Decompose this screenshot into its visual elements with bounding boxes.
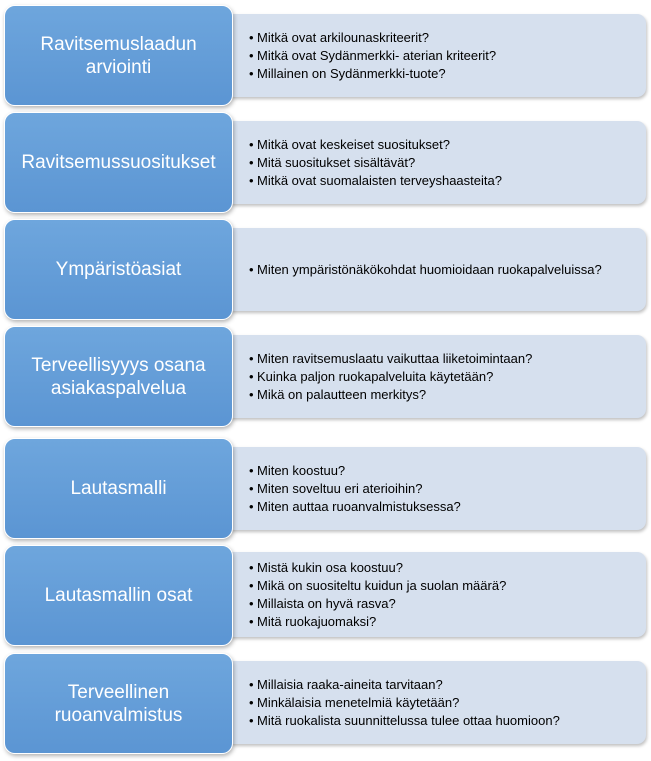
list-item: • Mitkä ovat Sydänmerkki- aterian kriteerit? xyxy=(257,47,638,65)
list-item: • Mikä on palautteen merkitys? xyxy=(257,386,638,404)
list-item: • Miten ravitsemuslaatu vaikuttaa liiketoimintaan? xyxy=(257,350,638,368)
topic-box: Lautasmalli xyxy=(4,438,233,539)
question-list xyxy=(257,261,638,279)
list-item: • Millaisia raaka-aineita tarvitaan? xyxy=(257,676,638,694)
list-item: • Minkälaisia menetelmiä käytetään? xyxy=(257,694,638,712)
list-item: • Mikä on suositeltu kuidun ja suolan määrä? xyxy=(257,577,638,595)
detail-box xyxy=(225,335,646,418)
question-list xyxy=(257,350,638,404)
detail-box xyxy=(225,14,646,97)
topic-box: Terveellisyyys osana asiakaspalvelua xyxy=(4,326,233,427)
list-item: • Mistä kukin osa koostuu? xyxy=(257,559,638,577)
question-list xyxy=(257,462,638,516)
list-item: • Miten koostuu? xyxy=(257,462,638,480)
list-item: • Mitä suositukset sisältävät? xyxy=(257,154,638,172)
list-item: • Miten ympäristönäkökohdat huomioidaan ruokapalveluissa? xyxy=(257,261,638,279)
list-item: • Mitä ruokajuomaksi? xyxy=(257,613,638,631)
topic-box: Ravitsemussuositukset xyxy=(4,112,233,213)
topic-box: Terveellinen ruoanvalmistus xyxy=(4,653,233,754)
topic-box: Lautasmallin osat xyxy=(4,545,233,646)
list-item: • Millainen on Sydänmerkki-tuote? xyxy=(257,65,638,83)
question-list xyxy=(257,676,638,730)
topic-box: Ympäristöasiat xyxy=(4,219,233,320)
list-item: • Kuinka paljon ruokapalveluita käytetään? xyxy=(257,368,638,386)
detail-box xyxy=(225,447,646,530)
detail-box xyxy=(225,552,646,637)
question-list xyxy=(257,559,638,631)
list-item: • Miten soveltuu eri aterioihin? xyxy=(257,480,638,498)
list-item: • Mitkä ovat arkilounaskriteerit? xyxy=(257,29,638,47)
topic-box: Ravitsemuslaadun arviointi xyxy=(4,5,233,106)
list-item: • Mitä ruokalista suunnittelussa tulee ottaa huomioon? xyxy=(257,712,638,730)
detail-box xyxy=(225,121,646,204)
detail-box xyxy=(225,228,646,311)
detail-box xyxy=(225,661,646,744)
list-item: • Mitkä ovat keskeiset suositukset? xyxy=(257,136,638,154)
list-item: • Mitkä ovat suomalaisten terveyshaasteita? xyxy=(257,172,638,190)
list-item: • Millaista on hyvä rasva? xyxy=(257,595,638,613)
question-list xyxy=(257,29,638,83)
list-item: • Miten auttaa ruoanvalmistuksessa? xyxy=(257,498,638,516)
question-list xyxy=(257,136,638,190)
